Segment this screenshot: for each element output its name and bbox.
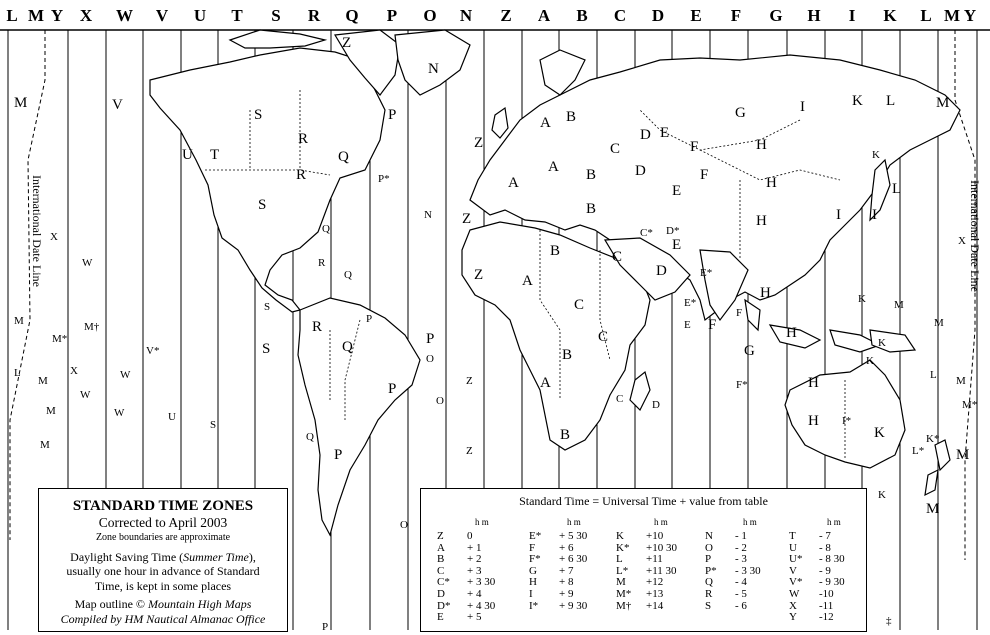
zone-code: U: [789, 541, 797, 554]
zone-label: P: [388, 107, 397, 123]
zone-label: P: [388, 381, 397, 397]
zone-label: X: [958, 235, 966, 247]
zone-offset: +10: [646, 530, 664, 542]
offset-row: [437, 612, 517, 624]
zone-offset: +11 30: [646, 564, 677, 577]
offset-column: [705, 517, 785, 612]
offset-row: [789, 589, 869, 601]
zone-label: L: [930, 369, 937, 381]
zone-label: R: [318, 257, 326, 269]
zone-label: P*: [378, 173, 390, 185]
zone-label: M: [14, 315, 24, 327]
zone-label: O: [426, 353, 434, 365]
zone-label: I: [800, 99, 805, 115]
zone-label: E: [684, 319, 691, 331]
zone-label: ‡: [886, 615, 892, 627]
zone-label: G: [744, 343, 755, 359]
zone-label: B: [586, 167, 597, 183]
zone-letter: I: [848, 6, 856, 25]
zone-label: B: [550, 243, 561, 259]
zone-label: L*: [912, 445, 925, 457]
zone-code: E: [437, 611, 444, 624]
zone-offset: - 5: [735, 587, 747, 600]
zone-offset: + 3: [467, 564, 482, 577]
zone-label: D: [640, 127, 651, 143]
zone-label: K: [866, 355, 874, 367]
zone-code: R: [705, 587, 713, 600]
zone-label: S: [258, 197, 267, 213]
zone-letter: C: [613, 6, 627, 25]
hm-header: h m: [654, 517, 668, 527]
zone-label: Q: [306, 431, 314, 443]
zone-code: U*: [789, 553, 803, 566]
zone-label: W: [82, 257, 93, 269]
zone-code: L*: [616, 564, 629, 577]
zone-code: V: [789, 564, 797, 577]
zone-label: I: [872, 207, 877, 223]
zone-code: E*: [529, 530, 542, 542]
zone-label: M: [926, 501, 940, 517]
zone-offset: + 4 30: [467, 599, 496, 612]
zone-label: V*: [146, 345, 160, 357]
zone-label: E: [672, 183, 682, 199]
zone-code: M†: [616, 599, 632, 612]
zone-code: F*: [529, 553, 541, 566]
zone-label: G: [735, 105, 746, 121]
zone-code: F: [529, 541, 536, 554]
zone-label: M: [894, 299, 904, 311]
offset-row: [616, 601, 696, 613]
zone-label: K: [852, 93, 863, 109]
legend-box: [38, 488, 288, 632]
zone-offset: + 2: [467, 553, 482, 566]
zone-label: R: [296, 167, 307, 183]
zone-label: M: [40, 439, 50, 451]
zone-label: A: [522, 273, 533, 289]
zone-code: L: [616, 553, 623, 566]
zone-letter: H: [807, 6, 821, 25]
hm-header: h m: [827, 517, 841, 527]
zone-code: M: [616, 576, 626, 589]
zone-offset: + 7: [559, 564, 574, 577]
zone-label: L: [892, 181, 902, 197]
zone-label: F: [736, 307, 743, 319]
zone-letter: U: [193, 6, 207, 25]
zone-label: N: [424, 209, 432, 221]
hm-header: h m: [743, 517, 757, 527]
offset-column: [789, 517, 869, 624]
zone-letter: G: [769, 6, 783, 25]
zone-code: S: [705, 599, 712, 612]
offset-column: [616, 517, 696, 612]
zone-label: P: [426, 331, 435, 347]
zone-label: P: [322, 621, 329, 633]
zone-label: E*: [700, 267, 713, 279]
zone-code: A: [437, 541, 445, 554]
zone-letter: D: [651, 6, 665, 25]
zone-label: C: [616, 393, 624, 405]
legend-note: Zone boundaries are approximate: [95, 532, 231, 543]
zone-offset: - 3: [735, 553, 747, 566]
zone-offset: + 8: [559, 576, 574, 589]
zone-letter: X: [79, 6, 93, 25]
zone-label: H: [760, 285, 771, 301]
zone-label: D: [652, 399, 660, 411]
zone-offset: + 3 30: [467, 576, 496, 589]
zone-label: X: [70, 365, 78, 377]
zone-code: D: [437, 587, 445, 600]
zone-code: X: [789, 599, 797, 612]
zone-letter: V: [155, 6, 169, 25]
zone-label: I*: [842, 415, 852, 427]
legend-dst-note: Daylight Saving Time (Summer Time), usually one hour in advance of Standard Time, is kept in some places: [66, 549, 260, 593]
zone-label: O: [400, 519, 408, 531]
zone-label: E: [660, 125, 670, 141]
offset-column: [437, 517, 517, 624]
zone-code: C*: [437, 576, 450, 589]
zone-label: B: [586, 201, 597, 217]
zone-label: B: [560, 427, 571, 443]
zone-label: S: [264, 301, 271, 313]
zone-label: N: [428, 61, 439, 77]
zone-code: C: [437, 564, 445, 577]
zone-label: M: [956, 447, 970, 463]
zone-code: G: [529, 564, 537, 577]
zone-label: E*: [684, 297, 697, 309]
zone-label: D: [635, 163, 646, 179]
zone-label: C: [598, 329, 609, 345]
offset-column: [529, 517, 609, 612]
zone-label: K*: [926, 433, 940, 445]
zone-label: F: [690, 139, 699, 155]
zone-letter: Q: [345, 6, 359, 25]
zone-label: M: [14, 95, 28, 111]
zone-code: Q: [705, 576, 713, 589]
zone-label: H: [766, 175, 777, 191]
zone-letter: E: [690, 6, 702, 25]
zone-label: B: [562, 347, 573, 363]
zone-label: Z: [462, 211, 472, 227]
offset-row: [789, 531, 869, 543]
zone-label: S: [262, 341, 271, 357]
zone-label: Z: [474, 135, 484, 151]
zone-label: Q: [342, 339, 353, 355]
offset-row: [616, 589, 696, 601]
zone-offset: - 8: [819, 541, 831, 554]
zone-code: N: [705, 530, 713, 542]
continents: [150, 30, 960, 535]
zone-label: M: [956, 375, 966, 387]
zone-offset: + 1: [467, 541, 482, 554]
zone-label: W: [114, 407, 125, 419]
date-line-label-right: International Date Line: [968, 180, 982, 292]
zone-label: H: [756, 137, 767, 153]
zone-label: B: [566, 109, 577, 125]
zone-label: K: [878, 337, 886, 349]
zone-label: M: [936, 95, 950, 111]
zone-code: T: [789, 530, 796, 542]
zone-label: F: [700, 167, 709, 183]
zone-code: I*: [529, 599, 539, 612]
zone-letter: B: [576, 6, 588, 25]
zone-label: R: [312, 319, 323, 335]
zone-offset: + 5: [467, 611, 482, 624]
date-line-label-left: International Date Line: [30, 175, 44, 287]
zone-letter: O: [423, 6, 437, 25]
zone-label: A: [540, 375, 551, 391]
zone-code: K*: [616, 541, 630, 554]
zone-label: T: [210, 147, 220, 163]
offset-table-title: Standard Time = Universal Time + value from table: [519, 494, 768, 508]
zone-offset: + 9: [559, 587, 574, 600]
zone-code: V*: [789, 576, 803, 589]
zone-offset: + 4: [467, 587, 482, 600]
zone-label: X: [50, 231, 58, 243]
zone-code: W: [789, 587, 800, 600]
zone-label: S: [254, 107, 263, 123]
zone-offset: - 4: [735, 576, 747, 589]
hm-header: h m: [567, 517, 581, 527]
zone-label: Z: [342, 35, 352, 51]
zone-label: D: [656, 263, 667, 279]
zone-label: I: [836, 207, 841, 223]
zone-code: O: [705, 541, 713, 554]
zone-letter: L: [920, 6, 932, 25]
zone-offset: -11: [819, 599, 834, 612]
zone-label: H: [808, 375, 819, 391]
zone-label: O: [436, 395, 444, 407]
zone-label: C: [574, 297, 585, 313]
zone-letter: P: [386, 6, 398, 25]
legend-title: STANDARD TIME ZONES: [72, 498, 254, 514]
zone-label: M*: [962, 399, 978, 411]
zone-label: M: [46, 405, 56, 417]
zone-label: H: [786, 325, 797, 341]
zone-letter: W: [116, 6, 133, 25]
zone-offset: - 3 30: [735, 564, 761, 577]
legend-credit: Map outline © Mountain High Maps Compiled by HM Nautical Almanac Office: [60, 597, 266, 626]
zone-letter: R: [307, 6, 321, 25]
offset-row: [529, 601, 609, 613]
zone-offset: +11: [646, 553, 663, 566]
offset-row: [705, 531, 785, 543]
zone-label: M*: [52, 333, 68, 345]
zone-label: U: [182, 147, 193, 163]
zone-letter: A: [537, 6, 551, 25]
zone-label: K: [874, 425, 885, 441]
zone-letter: M: [944, 6, 961, 25]
zone-label: A: [548, 159, 559, 175]
zone-label: L: [886, 93, 896, 109]
zone-label: Q: [322, 223, 330, 235]
offset-row: [437, 589, 517, 601]
zone-offset: +12: [646, 576, 664, 589]
zone-code: I: [529, 587, 533, 600]
zone-label: A: [508, 175, 519, 191]
zone-code: M*: [616, 587, 632, 600]
zone-letter: F: [730, 6, 742, 25]
zone-offset: + 9 30: [559, 599, 588, 612]
zone-label: E: [672, 237, 682, 253]
offset-row: [529, 531, 609, 543]
zone-letter: Z: [500, 6, 512, 25]
zone-label: M†: [84, 321, 100, 333]
offset-row: [616, 531, 696, 543]
zone-offset: -12: [819, 611, 834, 624]
zone-label: U: [168, 411, 176, 423]
zone-label: Q: [344, 269, 352, 281]
zone-offset: - 9: [819, 564, 831, 577]
offset-row: [529, 589, 609, 601]
zone-code: K: [616, 530, 624, 542]
zone-letter: M: [28, 6, 45, 25]
zone-letter: Y: [50, 6, 64, 25]
zone-label: Z: [466, 375, 473, 387]
zone-label: L: [14, 367, 21, 379]
zone-label: W: [80, 389, 91, 401]
zone-label: H: [808, 413, 819, 429]
zone-offset: 0: [467, 530, 473, 542]
zone-offset: -10: [819, 587, 834, 600]
zone-code: Z: [437, 530, 444, 542]
zone-label: P: [366, 313, 373, 325]
zone-offset: - 7: [819, 530, 831, 542]
zone-letter: Y: [963, 6, 977, 25]
zone-offset: +10 30: [646, 541, 677, 554]
zone-offset: - 2: [735, 541, 747, 554]
zone-label: M: [38, 375, 48, 387]
zone-label: C*: [640, 227, 653, 239]
zone-label: H: [756, 213, 767, 229]
zone-offset: - 6: [735, 599, 747, 612]
zone-code: D*: [437, 599, 451, 612]
zone-letter: N: [459, 6, 473, 25]
offset-row: [437, 531, 517, 543]
zone-offset: + 5 30: [559, 530, 588, 542]
zone-label: C: [612, 249, 623, 265]
zone-code: P*: [705, 564, 717, 577]
zone-letter: K: [883, 6, 897, 25]
zone-offset: +14: [646, 599, 664, 612]
zone-label: Q: [338, 149, 349, 165]
zone-label: Z: [474, 267, 484, 283]
zone-label: P: [334, 447, 343, 463]
zone-label: K: [872, 149, 880, 161]
zone-offset: - 8 30: [819, 553, 845, 566]
zone-label: W: [120, 369, 131, 381]
zone-label: F: [708, 317, 717, 333]
zone-letter: T: [231, 6, 243, 25]
offset-row: [789, 612, 869, 624]
zone-code: P: [705, 553, 712, 566]
zone-letter: S: [271, 6, 281, 25]
zone-offset: + 6 30: [559, 553, 588, 566]
offset-table: [420, 488, 867, 632]
zone-label: K: [878, 489, 886, 501]
zone-letter: L: [6, 6, 18, 25]
zone-label: A: [540, 115, 551, 131]
zone-offset: + 6: [559, 541, 574, 554]
zone-code: Y: [789, 611, 797, 624]
zone-offset: - 9 30: [819, 576, 845, 589]
zone-label: C: [610, 141, 621, 157]
zone-code: B: [437, 553, 445, 566]
zone-label: D*: [666, 225, 680, 237]
legend-subtitle: Corrected to April 2003: [98, 514, 228, 530]
offset-row: [705, 589, 785, 601]
zone-label: M: [934, 317, 944, 329]
zone-code: H: [529, 576, 537, 589]
zone-label: R: [298, 131, 309, 147]
zone-offset: +13: [646, 587, 664, 600]
zone-label: F*: [736, 379, 748, 391]
zone-label: V: [112, 97, 123, 113]
zone-label: S: [210, 419, 217, 431]
zone-offset: - 1: [735, 530, 747, 542]
offset-row: [705, 601, 785, 613]
hm-header: h m: [475, 517, 489, 527]
zone-label: K: [858, 293, 866, 305]
zone-label: Z: [466, 445, 473, 457]
